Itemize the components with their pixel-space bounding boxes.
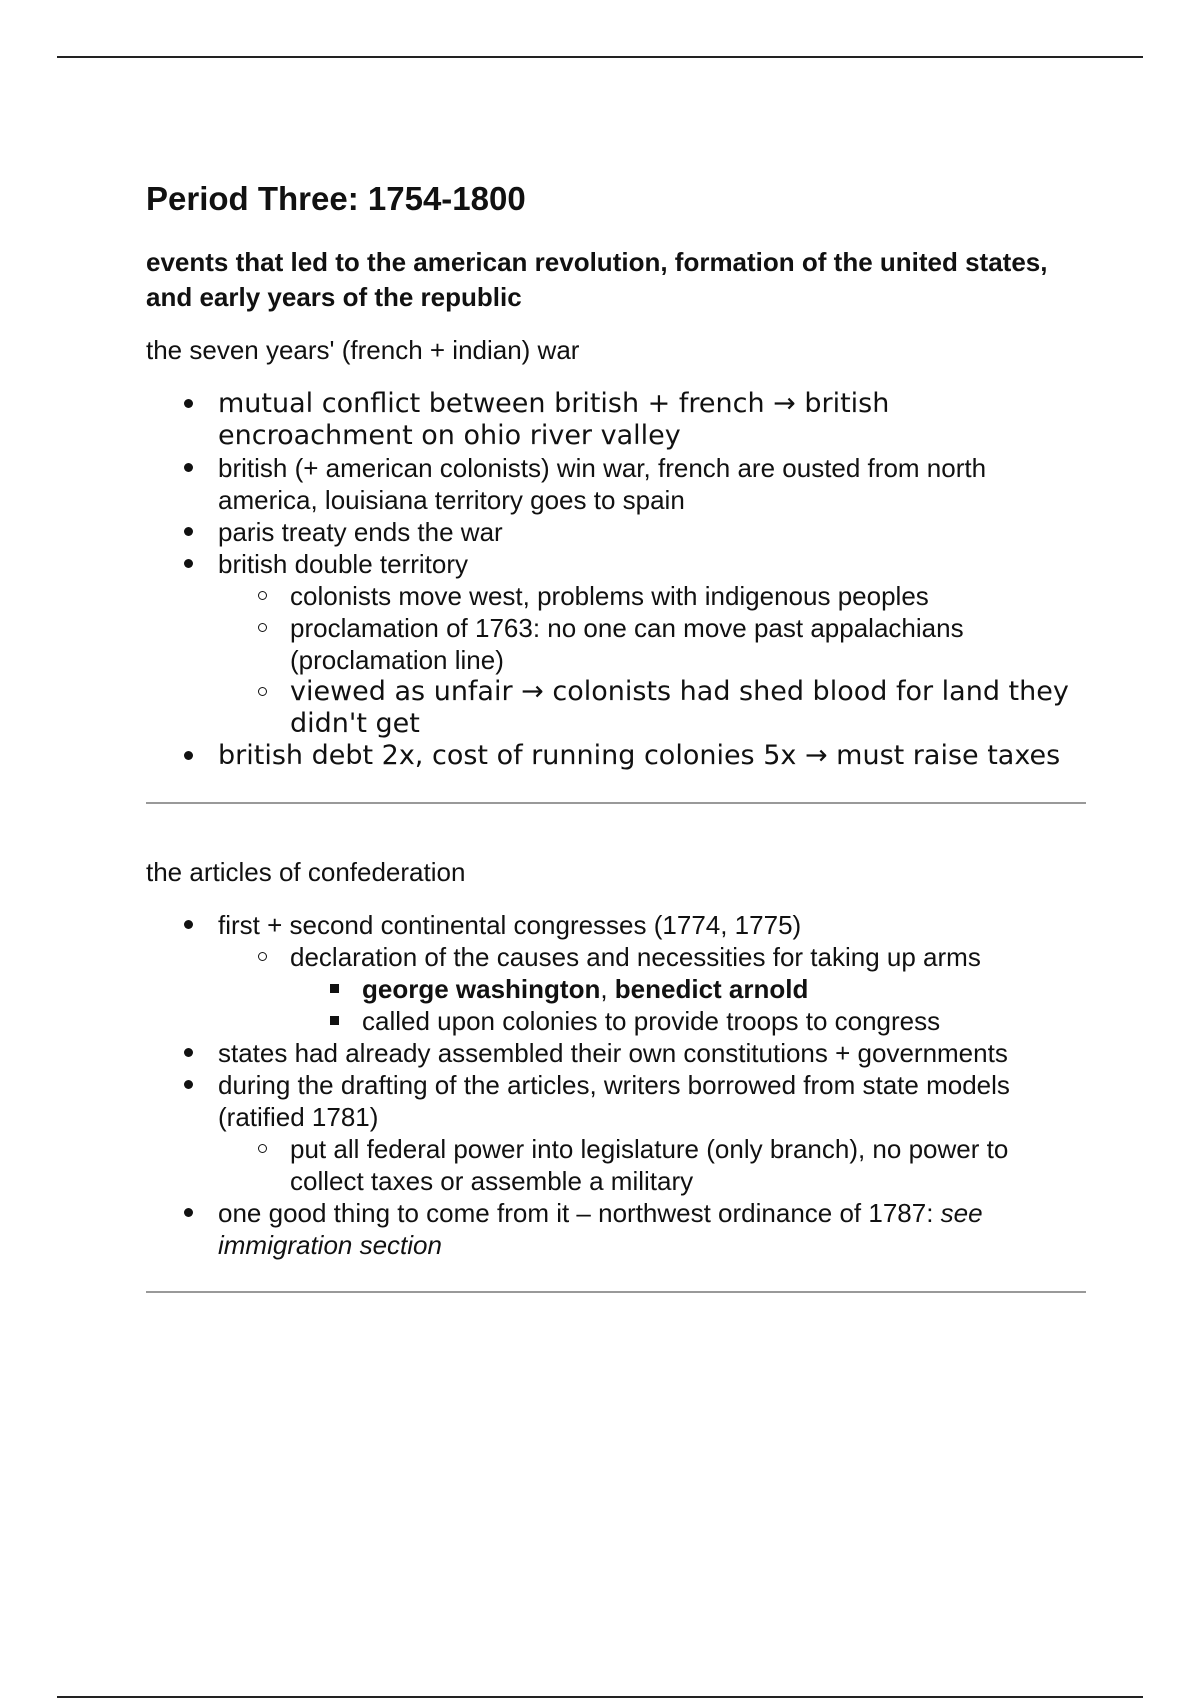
person-name: george washington [362, 974, 601, 1005]
page-title: Period Three: 1754-1800 [146, 180, 526, 217]
list-item [146, 548, 1086, 740]
page-subtitle: events that led to the american revolution, formation of the united states, and early years of the republic [146, 247, 1048, 312]
bullet-list [146, 909, 1086, 1261]
sub-list [218, 941, 1086, 1037]
sub-list-item-text: declaration of the causes and necessities for taking up arms [290, 942, 981, 973]
list-item: states had already assembled their own constitutions + governments [146, 1037, 1086, 1069]
sub-list [218, 1133, 1086, 1197]
name-separator: , [600, 974, 615, 1005]
bullet-list [146, 388, 1086, 772]
sub-sub-list-item: called upon colonies to provide troops to congress [290, 1005, 1086, 1037]
sub-list-item: viewed as unfair → colonists had shed blood for land they didn't get [218, 676, 1086, 740]
document-body [146, 178, 1086, 1293]
section-heading: the articles of confederation [146, 856, 466, 887]
sub-list-item: put all federal power into legislature (only branch), no power to collect taxes or assemble a military [218, 1133, 1086, 1197]
list-item-text: during the drafting of the articles, writers borrowed from state models (ratified 1781) [218, 1070, 1010, 1133]
section-heading: the seven years' (french + indian) war [146, 334, 580, 365]
sub-list-item: proclamation of 1763: no one can move past appalachians (proclamation line) [218, 612, 1086, 676]
sub-sub-list-item [290, 973, 1086, 1005]
page-top-rule [57, 56, 1143, 58]
list-item [146, 1197, 1086, 1261]
section-divider [146, 1291, 1086, 1293]
sub-list-item [218, 941, 1086, 1037]
list-item-text: one good thing to come from it – northwest ordinance of 1787: [218, 1198, 941, 1229]
list-item: british (+ american colonists) win war, french are ousted from north america, louisiana territory goes to spain [146, 452, 1086, 516]
section-articles-of-confederation [146, 856, 1086, 1294]
sub-sub-list [290, 973, 1086, 1037]
list-item: british debt 2x, cost of running colonies 5x → must raise taxes [146, 740, 1086, 772]
cross-reference: see immigration section [218, 1198, 983, 1261]
list-item-text: british double territory [218, 548, 468, 579]
section-divider [146, 802, 1086, 804]
section-seven-years-war [146, 334, 1086, 804]
list-item: mutual conflict between british + french → british encroachment on ohio river valley [146, 388, 1086, 452]
list-item: paris treaty ends the war [146, 516, 1086, 548]
sub-list-item: colonists move west, problems with indigenous peoples [218, 580, 1086, 612]
sub-list [218, 580, 1086, 740]
person-name: benedict arnold [614, 974, 809, 1005]
list-item [146, 909, 1086, 1037]
page-bottom-rule [57, 1696, 1143, 1698]
list-item [146, 1069, 1086, 1197]
list-item-text: first + second continental congresses (1774, 1775) [218, 910, 802, 941]
